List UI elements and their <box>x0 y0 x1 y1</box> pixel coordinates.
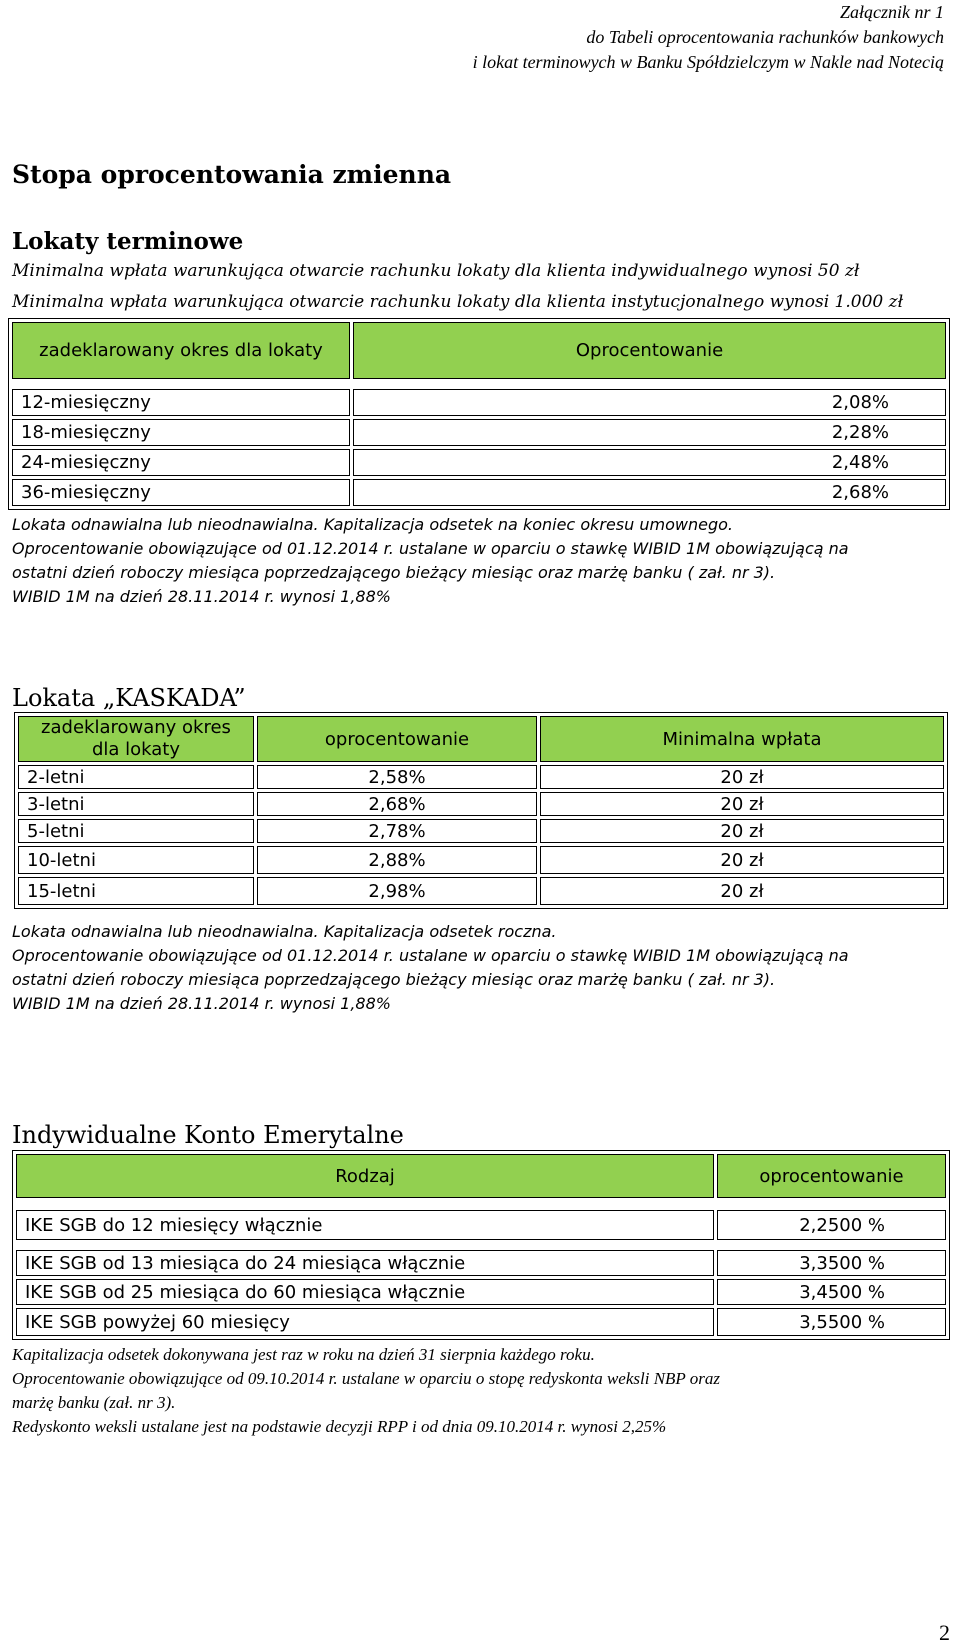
ike-heading: Indywidualne Konto Emerytalne <box>12 1121 404 1149</box>
ike-table <box>12 1150 950 1340</box>
kaskada-header-period: zadeklarowany okres dla lokaty <box>18 716 254 762</box>
lokaty-note: ostatni dzień roboczy miesiąca poprzedzającego bieżący miesiąc oraz marżę banku ( zał. nr 3). <box>12 563 776 582</box>
annex-line-3: i lokat terminowych w Banku Spółdzielczym w Nakle nad Notecią <box>472 52 944 72</box>
lokaty-period: 18-miesięczny <box>12 419 350 446</box>
kaskada-period: 2-letni <box>18 765 254 789</box>
kaskada-min: 20 zł <box>540 765 944 789</box>
ike-rate: 3,5500 % <box>717 1308 946 1336</box>
table-row <box>18 877 944 905</box>
table-row <box>18 765 944 789</box>
kaskada-min: 20 zł <box>540 846 944 874</box>
kaskada-rate: 2,88% <box>257 846 537 874</box>
lokaty-note: WIBID 1M na dzień 28.11.2014 r. wynosi 1,88% <box>12 587 391 606</box>
table-row <box>16 1250 946 1276</box>
lokaty-table-header <box>12 322 946 379</box>
table-row <box>12 479 946 506</box>
ike-type: IKE SGB powyżej 60 miesięcy <box>16 1308 714 1336</box>
lokaty-note: Oprocentowanie obowiązujące od 01.12.2014 r. ustalane w oparciu o stawkę WIBID 1M obowiązującą na <box>12 539 849 558</box>
annex-header <box>473 0 944 75</box>
ike-note: Redyskonto weksli ustalane jest na podstawie decyzji RPP i od dnia 09.10.2014 r. wynosi 2,25% <box>12 1417 667 1436</box>
kaskada-period: 10-letni <box>18 846 254 874</box>
kaskada-period: 5-letni <box>18 819 254 843</box>
table-row <box>18 792 944 816</box>
table-row <box>12 389 946 416</box>
ike-note: marżę banku (zał. nr 3). <box>12 1393 176 1412</box>
ike-notes <box>12 1343 720 1439</box>
lokaty-note: Lokata odnawialna lub nieodnawialna. Kapitalizacja odsetek na koniec okresu umownego. <box>12 515 733 534</box>
lokaty-table <box>8 318 950 510</box>
kaskada-min: 20 zł <box>540 792 944 816</box>
kaskada-heading: Lokata „KASKADA” <box>12 684 246 712</box>
lokaty-period: 12-miesięczny <box>12 389 350 416</box>
kaskada-table-header <box>18 716 944 762</box>
ike-table-header <box>16 1154 946 1198</box>
kaskada-rate: 2,58% <box>257 765 537 789</box>
lokaty-rate: 2,48% <box>353 449 946 476</box>
annex-line-1: Załącznik nr 1 <box>839 2 944 22</box>
ike-header-rate: oprocentowanie <box>717 1154 946 1198</box>
table-row <box>18 846 944 874</box>
annex-line-2: do Tabeli oprocentowania rachunków bankowych <box>586 27 944 47</box>
kaskada-header-min: Minimalna wpłata <box>540 716 944 762</box>
kaskada-min: 20 zł <box>540 819 944 843</box>
lokaty-header-period: zadeklarowany okres dla lokaty <box>12 322 350 379</box>
ike-note: Oprocentowanie obowiązujące od 09.10.2014 r. ustalane w oparciu o stopę redyskonta weksli NBP oraz <box>12 1369 720 1388</box>
ike-rate: 2,2500 % <box>717 1210 946 1240</box>
lokaty-period: 36-miesięczny <box>12 479 350 506</box>
lokaty-header-rate: Oprocentowanie <box>353 322 946 379</box>
table-row <box>16 1210 946 1240</box>
lokaty-notes <box>12 513 849 609</box>
page-number: 2 <box>939 1620 950 1645</box>
ike-header-type: Rodzaj <box>16 1154 714 1198</box>
kaskada-period: 15-letni <box>18 877 254 905</box>
lokaty-rate: 2,08% <box>353 389 946 416</box>
kaskada-notes <box>12 920 849 1016</box>
kaskada-note: ostatni dzień roboczy miesiąca poprzedzającego bieżący miesiąc oraz marżę banku ( zał. nr 3). <box>12 970 776 989</box>
ike-note: Kapitalizacja odsetek dokonywana jest raz w roku na dzień 31 sierpnia każdego roku. <box>12 1345 595 1364</box>
table-row <box>16 1279 946 1305</box>
kaskada-table <box>14 712 948 909</box>
kaskada-header-rate: oprocentowanie <box>257 716 537 762</box>
page-title: Stopa oprocentowania zmienna <box>12 160 452 189</box>
ike-type: IKE SGB do 12 miesięcy włącznie <box>16 1210 714 1240</box>
ike-rate: 3,4500 % <box>717 1279 946 1305</box>
kaskada-note: WIBID 1M na dzień 28.11.2014 r. wynosi 1,88% <box>12 994 391 1013</box>
kaskada-rate: 2,78% <box>257 819 537 843</box>
lokaty-min-individual: Minimalna wpłata warunkująca otwarcie rachunku lokaty dla klienta indywidualnego wynosi 50 zł <box>12 261 860 281</box>
table-row <box>12 449 946 476</box>
lokaty-min-institutional: Minimalna wpłata warunkująca otwarcie rachunku lokaty dla klienta instytucjonalnego wynosi 1.000 zł <box>12 292 904 312</box>
kaskada-note: Lokata odnawialna lub nieodnawialna. Kapitalizacja odsetek roczna. <box>12 922 557 941</box>
table-row <box>18 819 944 843</box>
ike-type: IKE SGB od 13 miesiąca do 24 miesiąca włącznie <box>16 1250 714 1276</box>
kaskada-rate: 2,68% <box>257 792 537 816</box>
kaskada-note: Oprocentowanie obowiązujące od 01.12.2014 r. ustalane w oparciu o stawkę WIBID 1M obowiązującą na <box>12 946 849 965</box>
lokaty-heading: Lokaty terminowe <box>12 228 244 255</box>
ike-type: IKE SGB od 25 miesiąca do 60 miesiąca włącznie <box>16 1279 714 1305</box>
kaskada-period: 3-letni <box>18 792 254 816</box>
lokaty-rate: 2,68% <box>353 479 946 506</box>
lokaty-rate: 2,28% <box>353 419 946 446</box>
ike-rate: 3,3500 % <box>717 1250 946 1276</box>
kaskada-min: 20 zł <box>540 877 944 905</box>
lokaty-period: 24-miesięczny <box>12 449 350 476</box>
kaskada-rate: 2,98% <box>257 877 537 905</box>
table-row <box>16 1308 946 1336</box>
table-row <box>12 419 946 446</box>
